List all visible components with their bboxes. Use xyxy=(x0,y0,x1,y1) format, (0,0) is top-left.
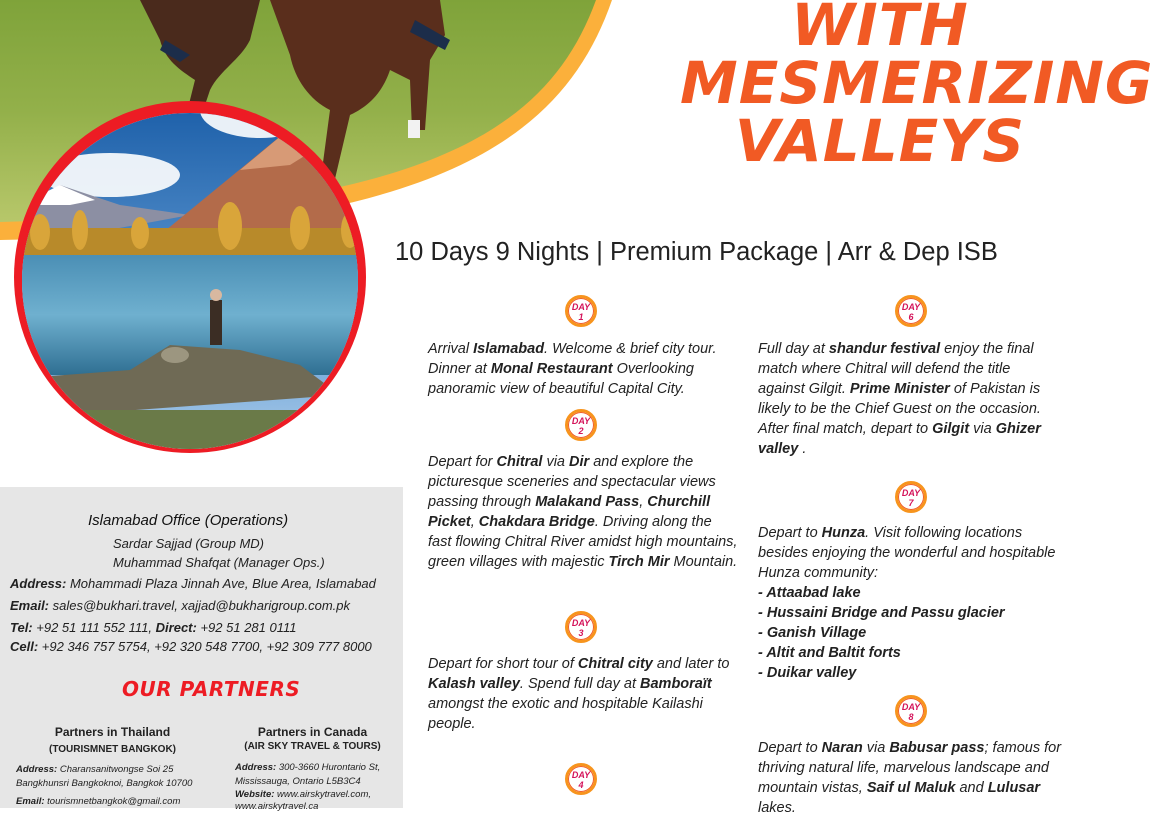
highlight-text: Ghizer valley xyxy=(758,421,1041,457)
package-subtitle: 10 Days 9 Nights | Premium Package | Arr & Dep ISB xyxy=(395,238,998,266)
body-text: Mountain. xyxy=(669,554,738,570)
body-text: . Visit following locations besides enjoying the wonderful and hospitable Hunza community: xyxy=(758,525,1056,581)
highlight-text: shandur festival xyxy=(828,341,941,357)
highlight-text: Gilgit xyxy=(932,421,970,437)
office-person-1: Sardar Sajjad (Group MD) xyxy=(113,536,264,551)
list-item: - Hussaini Bridge and Passu glacier xyxy=(758,605,1005,621)
day-8-text xyxy=(758,738,1068,818)
partner-thailand-email[interactable]: Email: tourismnetbangkok@gmail.com xyxy=(16,796,181,807)
highlight-text: Dir xyxy=(569,454,590,470)
day-8-badge: DAY 8 xyxy=(895,695,927,727)
day-1-badge: DAY 1 xyxy=(565,295,597,327)
body-text: Depart to xyxy=(758,740,822,756)
page-title xyxy=(680,0,1153,175)
body-text: Depart to xyxy=(758,525,822,541)
body-text: . xyxy=(798,441,807,457)
office-cell: Cell: +92 346 757 5754, +92 320 548 7700, +92 309 777 8000 xyxy=(10,639,372,654)
body-text: lakes. xyxy=(758,800,796,816)
body-text: . Welcome & brief city tour. Dinner at xyxy=(428,341,717,377)
list-item: - Ganish Village xyxy=(758,625,867,641)
day-2-text xyxy=(428,452,738,572)
office-address: Address: Mohammadi Plaza Jinnah Ave, Blue Area, Islamabad xyxy=(10,576,376,591)
partner-canada-sub: (AIR SKY TRAVEL & TOURS) xyxy=(244,741,381,752)
body-text: , xyxy=(470,514,479,530)
day-3-badge: DAY 3 xyxy=(565,611,597,643)
partner-canada-address-2: Mississauga, Ontario L5B3C4 xyxy=(235,776,361,787)
day-4-badge: DAY 4 xyxy=(565,763,597,795)
office-panel xyxy=(0,487,403,812)
office-title: Islamabad Office (Operations) xyxy=(88,512,289,529)
body-text: enjoy the final match where Chitral will defend the title against Gilgit. xyxy=(758,341,1034,397)
highlight-text: Islamabad xyxy=(473,341,545,357)
body-text: Full day at xyxy=(758,341,829,357)
partner-thailand-sub: (TOURISMNET BANGKOK) xyxy=(48,744,177,755)
list-item: - Altit and Baltit forts xyxy=(758,645,901,661)
body-text: of Pakistan is likely to be the Chief Guest on the occasion. After final match, depart to xyxy=(758,381,1041,437)
highlight-text: Kalash valley xyxy=(428,676,520,692)
body-text: via xyxy=(862,740,890,756)
highlight-text: Chakdara Bridge xyxy=(478,514,595,530)
highlight-text: Chitral xyxy=(496,454,543,470)
body-text: Depart for short tour of xyxy=(428,656,578,672)
partners-heading: OUR PARTNERS xyxy=(122,677,301,701)
partner-canada-title: Partners in Canada xyxy=(257,725,368,739)
highlight-text: Lulusar xyxy=(987,780,1041,796)
list-item: - Attaabad lake xyxy=(758,585,861,601)
office-person-2: Muhammad Shafqat (Manager Ops.) xyxy=(113,555,325,570)
highlight-text: Prime Minister xyxy=(849,381,950,397)
highlight-text: Saif ul Maluk xyxy=(866,780,956,796)
partner-thailand-title: Partners in Thailand xyxy=(54,725,171,739)
highlight-text: Naran xyxy=(821,740,863,756)
title-line-3: VALLEYS xyxy=(734,107,1026,175)
body-text: and xyxy=(955,780,988,796)
body-text: and explore the picturesque sceneries and spectacular views passing through xyxy=(428,454,716,510)
body-text: via xyxy=(969,421,996,437)
highlight-text: Churchill Picket xyxy=(428,494,711,530)
day-7-text xyxy=(758,523,1058,683)
title-line-1: WITH xyxy=(791,0,969,59)
partner-canada-website[interactable]: Website: www.airskytravel.com, xyxy=(235,789,372,800)
body-text: and later to xyxy=(652,656,730,672)
highlight-text: Hunza xyxy=(821,525,866,541)
partner-canada-website-2[interactable]: www.airskytravel.ca xyxy=(235,801,319,812)
body-text: Arrival xyxy=(428,341,474,357)
day-2-badge: DAY 2 xyxy=(565,409,597,441)
highlight-text: Bamboraït xyxy=(640,676,712,692)
highlight-text: Monal Restaurant xyxy=(490,361,613,377)
title-line-2: MESMERIZING xyxy=(680,49,1153,117)
body-text: amongst the exotic and hospitable Kailashi people. xyxy=(428,696,703,732)
day-6-badge: DAY 6 xyxy=(895,295,927,327)
body-text: Depart for xyxy=(428,454,497,470)
highlight-text: Babusar pass xyxy=(889,740,985,756)
partner-thailand-address-2: Bangkhunsri Bangkoknoi, Bangkok 10700 xyxy=(16,778,193,789)
partner-canada-address-1: Address: 300-3660 Hurontario St, xyxy=(235,762,381,773)
body-text: , xyxy=(639,494,648,510)
body-text: Overlooking panoramic view of beautiful Capital City. xyxy=(428,361,694,397)
day-1-text xyxy=(428,339,738,399)
day-6-text xyxy=(758,339,1058,459)
highlight-text: Chitral city xyxy=(577,656,653,672)
office-email[interactable]: Email: sales@bukhari.travel, xajjad@bukharigroup.com.pk xyxy=(10,598,350,613)
list-item: - Duikar valley xyxy=(758,665,857,681)
body-text: . Spend full day at xyxy=(519,676,641,692)
day-3-text xyxy=(428,654,738,734)
highlight-text: Tirch Mir xyxy=(608,554,670,570)
day-7-badge: DAY 7 xyxy=(895,481,927,513)
partner-thailand-address-1: Address: Charansanitwongse Soi 25 xyxy=(16,764,174,775)
highlight-text: Malakand Pass xyxy=(535,494,640,510)
office-tel: Tel: +92 51 111 552 111, Direct: +92 51 281 0111 xyxy=(10,620,297,635)
body-text: ; famous for thriving natural life, marvelous landscape and mountain vistas, xyxy=(758,740,1062,796)
body-text: via xyxy=(542,454,570,470)
body-text: . Driving along the fast flowing Chitral River amidst high mountains, green villages with majestic xyxy=(428,514,738,570)
